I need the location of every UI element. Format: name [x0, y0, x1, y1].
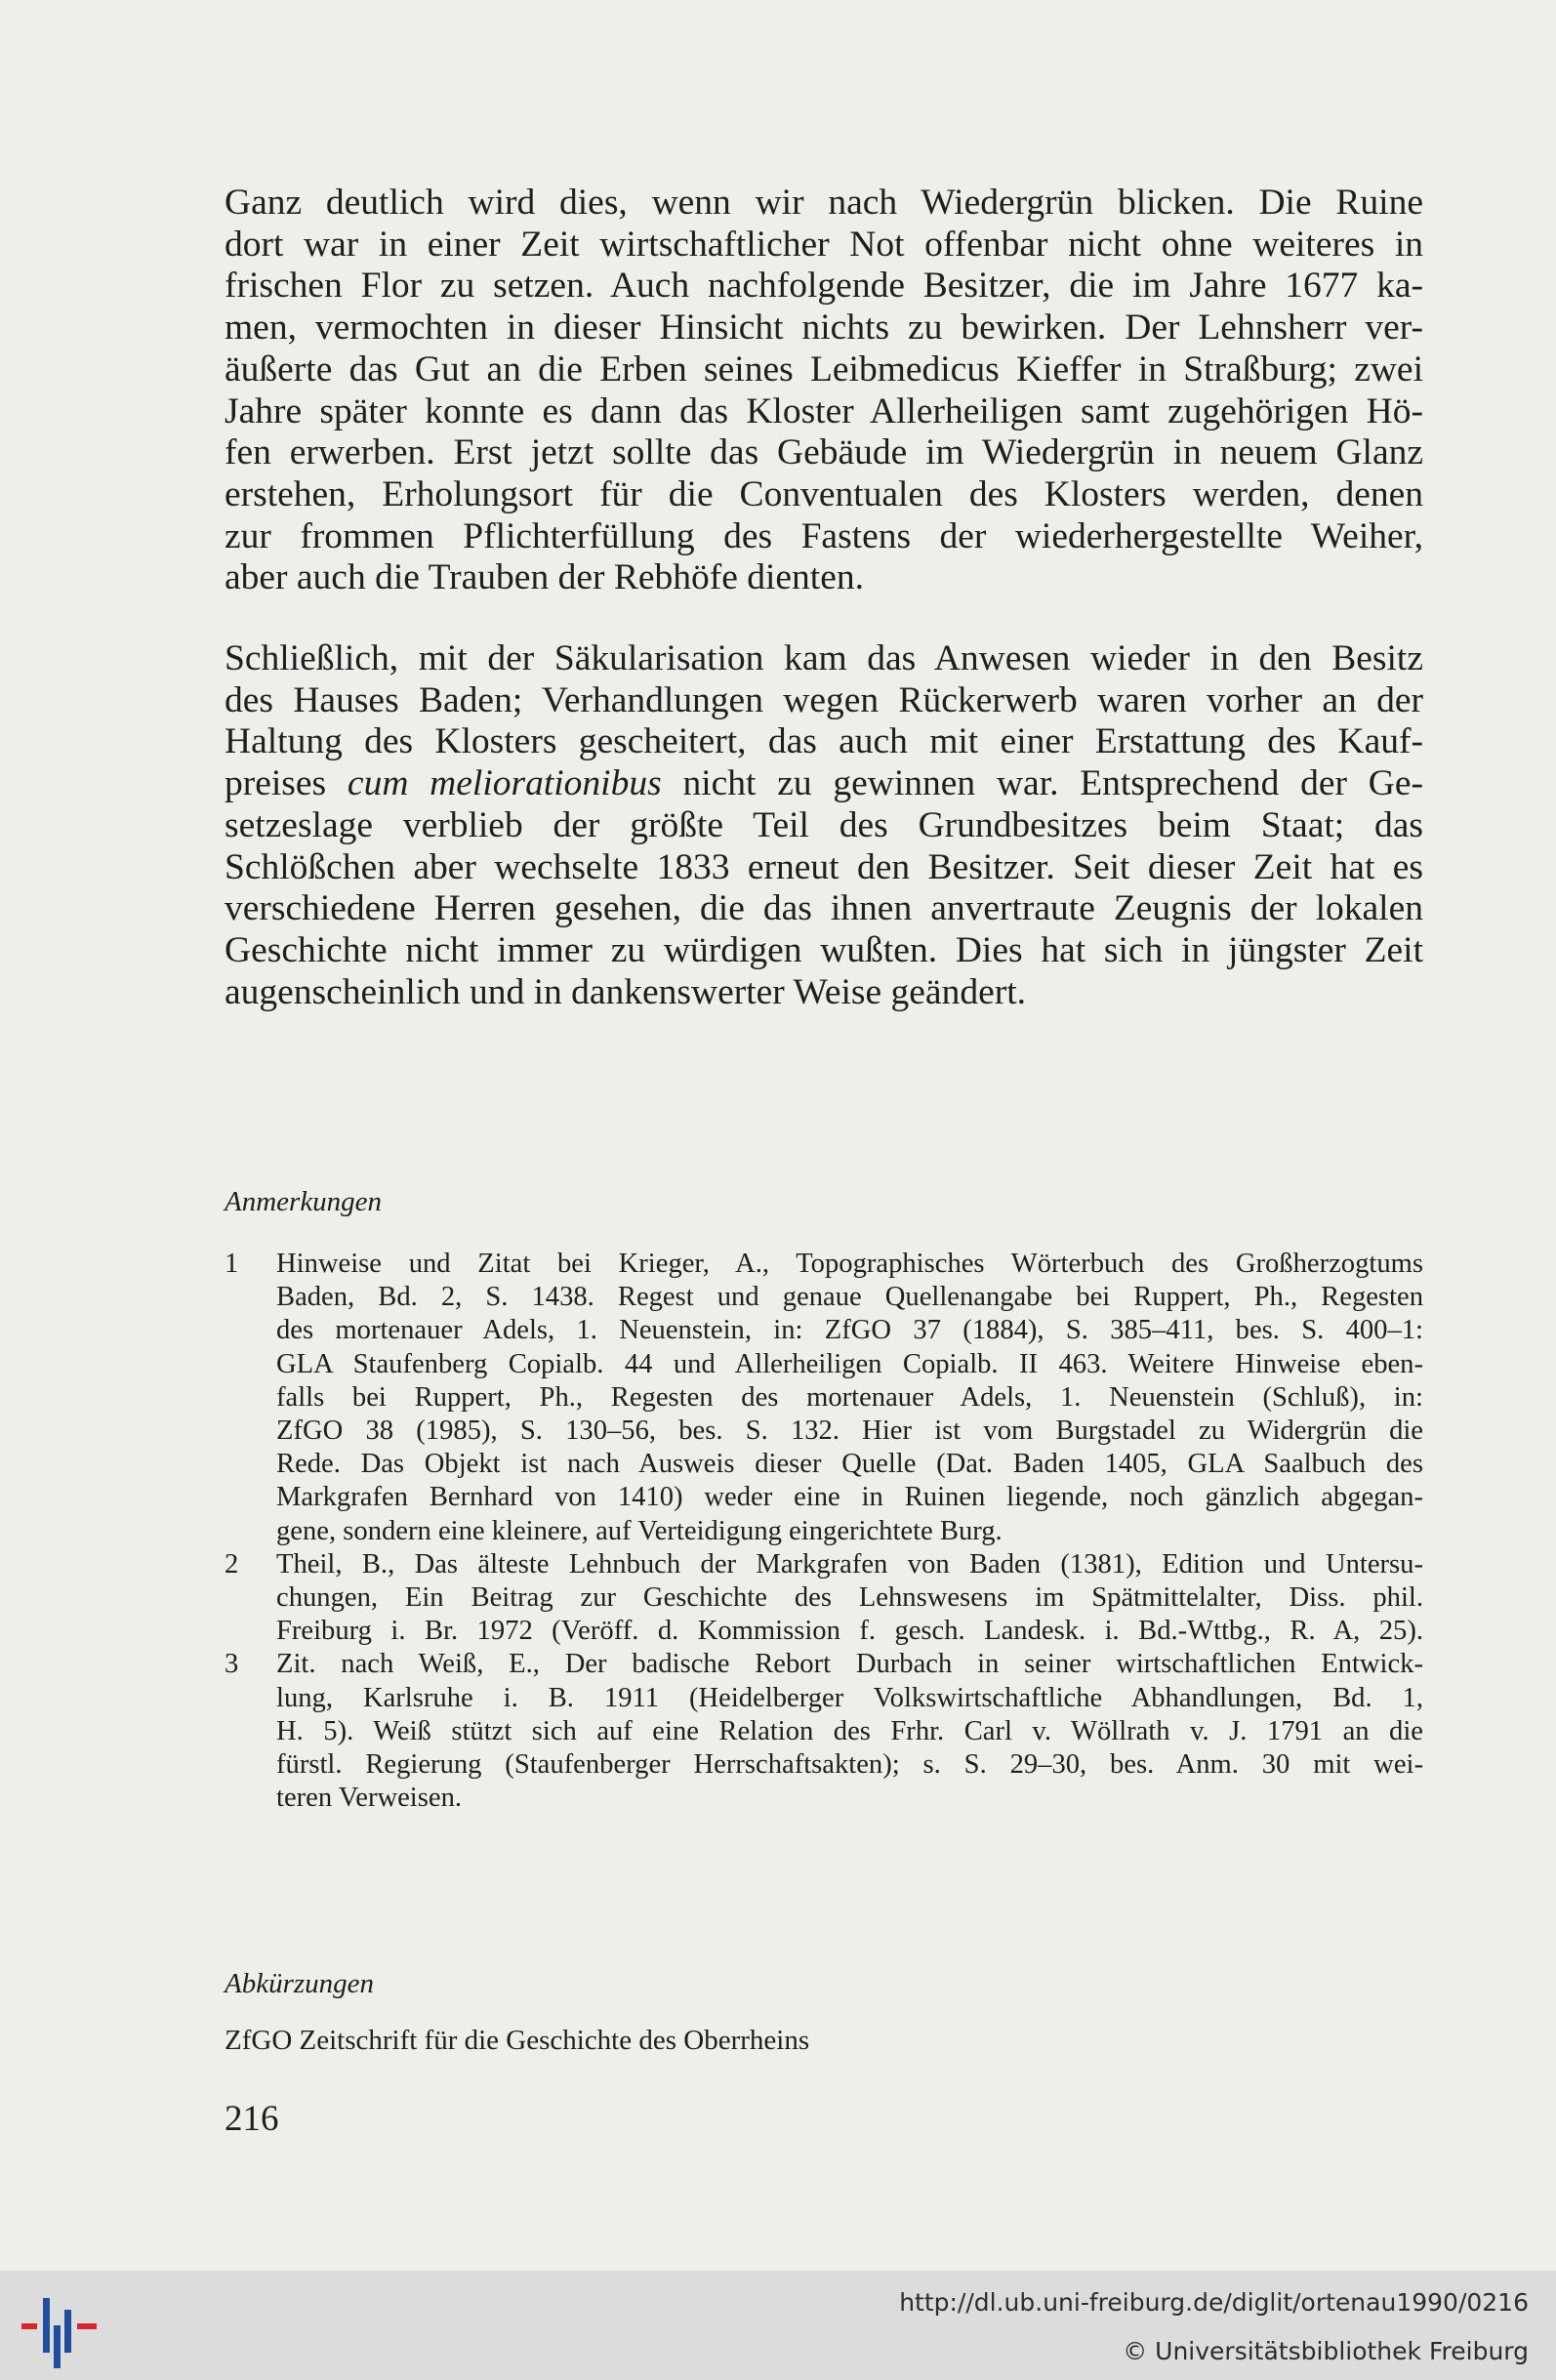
text-line: Jahre später konnte es dann das Kloster Allerheiligen samt zugehörigen Hö-	[225, 390, 1423, 431]
text-line	[225, 763, 1423, 805]
note-line: des mortenauer Adels, 1. Neuenstein, in: ZfGO 37 (1884), S. 385–411, bes. S. 400–1:	[276, 1315, 1423, 1346]
footer-bar	[0, 2271, 1556, 2380]
note-line: Theil, B., Das älteste Lehnbuch der Markgrafen von Baden (1381), Edition und Untersu-	[276, 1548, 1423, 1580]
note-item	[225, 1548, 1423, 1649]
note-line: Hinweise und Zitat bei Krieger, A., Topographisches Wörterbuch des Großherzogtums	[276, 1249, 1423, 1279]
text-line: fen erwerben. Erst jetzt sollte das Gebäude im Wiedergrün in neuem Glanz	[225, 432, 1423, 473]
note-line: teren Verweisen.	[276, 1783, 463, 1814]
text-line: erstehen, Erholungsort für die Conventualen des Klosters werden, denen	[225, 473, 1423, 514]
text-line: augenscheinlich und in dankenswerter Weise geändert.	[225, 971, 1026, 1012]
note-line: Freiburg i. Br. 1972 (Veröff. d. Kommission f. gesch. Landesk. i. Bd.-Wttbg., R. A, 25).	[276, 1616, 1423, 1647]
text-line: Geschichte nicht immer zu würdigen wußten. Dies hat sich in jüngster Zeit	[225, 929, 1423, 970]
note-line: falls bei Ruppert, Ph., Regesten des mortenauer Adels, 1. Neuenstein (Schluß), in:	[276, 1381, 1423, 1413]
text-line: men, vermochten in dieser Hinsicht nichts zu bewirken. Der Lehnsherr ver-	[225, 308, 1423, 349]
note-line: Zit. nach Weiß, E., Der badische Rebort Durbach in seiner wirtschaftlichen Entwick-	[276, 1649, 1423, 1680]
note-line: Markgrafen Bernhard von 1410) weder eine in Ruinen liegende, noch gänzlich abgegan-	[276, 1482, 1423, 1513]
note-line: chungen, Ein Beitrag zur Geschichte des Lehnswesens im Spätmittelalter, Diss. phil.	[276, 1582, 1423, 1614]
text-line: zur frommen Pflichterfüllung des Fastens der wiederhergestellte Weiher,	[225, 515, 1423, 556]
note-item	[225, 1648, 1423, 1815]
note-number: 3	[225, 1649, 239, 1680]
permalink-url[interactable]: http://dl.ub.uni-freiburg.de/diglit/ortenau1990/0216	[899, 2288, 1529, 2317]
page-number: 216	[225, 2099, 279, 2139]
text-line: setzeslage verblieb der größte Teil des Grundbesitzes beim Staat; das	[225, 804, 1423, 845]
note-line: GLA Staufenberg Copialb. 44 und Allerheiligen Copialb. II 463. Weitere Hinweise eben-	[276, 1348, 1423, 1379]
note-number: 1	[225, 1249, 239, 1279]
note-number: 2	[225, 1548, 239, 1580]
note-item	[225, 1248, 1423, 1548]
note-line: lung, Karlsruhe i. B. 1911 (Heidelberger Volkswirtschaftliche Abhandlungen, Bd. 1,	[276, 1682, 1423, 1713]
body-paragraph-2	[225, 638, 1423, 1013]
body-paragraph-1	[225, 183, 1423, 599]
text-line: Haltung des Klosters gescheitert, das auch mit einer Erstattung des Kauf-	[225, 721, 1423, 762]
text-line: des Hauses Baden; Verhandlungen wegen Rückerwerb waren vorher an der	[225, 679, 1423, 720]
note-line: Baden, Bd. 2, S. 1438. Regest und genaue Quellenangabe bei Ruppert, Ph., Regesten	[276, 1282, 1423, 1313]
notes-heading: Anmerkungen	[225, 1186, 383, 1217]
text-line: äußerte das Gut an die Erben seines Leibmedicus Kieffer in Straßburg; zwei	[225, 349, 1423, 390]
text-line: frischen Flor zu setzen. Auch nachfolgende Besitzer, die im Jahre 1677 ka-	[225, 266, 1423, 307]
abbreviation-entry: ZfGO Zeitschrift für die Geschichte des Oberrheins	[225, 2025, 810, 2056]
latin-phrase: cum meliorationibus	[347, 763, 662, 804]
text-line: aber auch die Trauben der Rebhöfe dienten.	[225, 557, 864, 598]
notes-list	[225, 1248, 1423, 1815]
note-line: gene, sondern eine kleinere, auf Verteidigung eingerichtete Burg.	[276, 1515, 1003, 1546]
note-line: ZfGO 38 (1985), S. 130–56, bes. S. 132. Hier ist vom Burgstadel zu Widergrün die	[276, 1416, 1423, 1447]
text-line: Schlößchen aber wechselte 1833 erneut den Besitzer. Seit dieser Zeit hat es	[225, 846, 1423, 887]
note-line: H. 5). Weiß stützt sich auf eine Relation des Frhr. Carl v. Wöllrath v. J. 1791 an die	[276, 1715, 1423, 1746]
ub-freiburg-logo-icon[interactable]	[21, 2280, 100, 2370]
abbreviations-heading: Abkürzungen	[225, 1968, 375, 1999]
text-line: Ganz deutlich wird dies, wenn wir nach Wiedergrün blicken. Die Ruine	[225, 183, 1423, 223]
note-line: Rede. Das Objekt ist nach Ausweis dieser Quelle (Dat. Baden 1405, GLA Saalbuch des	[276, 1449, 1423, 1480]
text-segment: preises	[225, 763, 348, 804]
text-line: verschiedene Herren gesehen, die das ihnen anvertraute Zeugnis der lokalen	[225, 888, 1423, 929]
text-line: dort war in einer Zeit wirtschaftlicher Not offenbar nicht ohne weiteres in	[225, 224, 1423, 265]
text-segment: nicht zu gewinnen war. Entsprechend der Ge-	[661, 763, 1424, 804]
copyright-notice: © Universitätsbibliothek Freiburg	[1123, 2337, 1529, 2365]
note-line: fürstl. Regierung (Staufenberger Herrschaftsakten); s. S. 29–30, bes. Anm. 30 mit wei-	[276, 1749, 1423, 1781]
text-line: Schließlich, mit der Säkularisation kam das Anwesen wieder in den Besitz	[225, 638, 1423, 678]
